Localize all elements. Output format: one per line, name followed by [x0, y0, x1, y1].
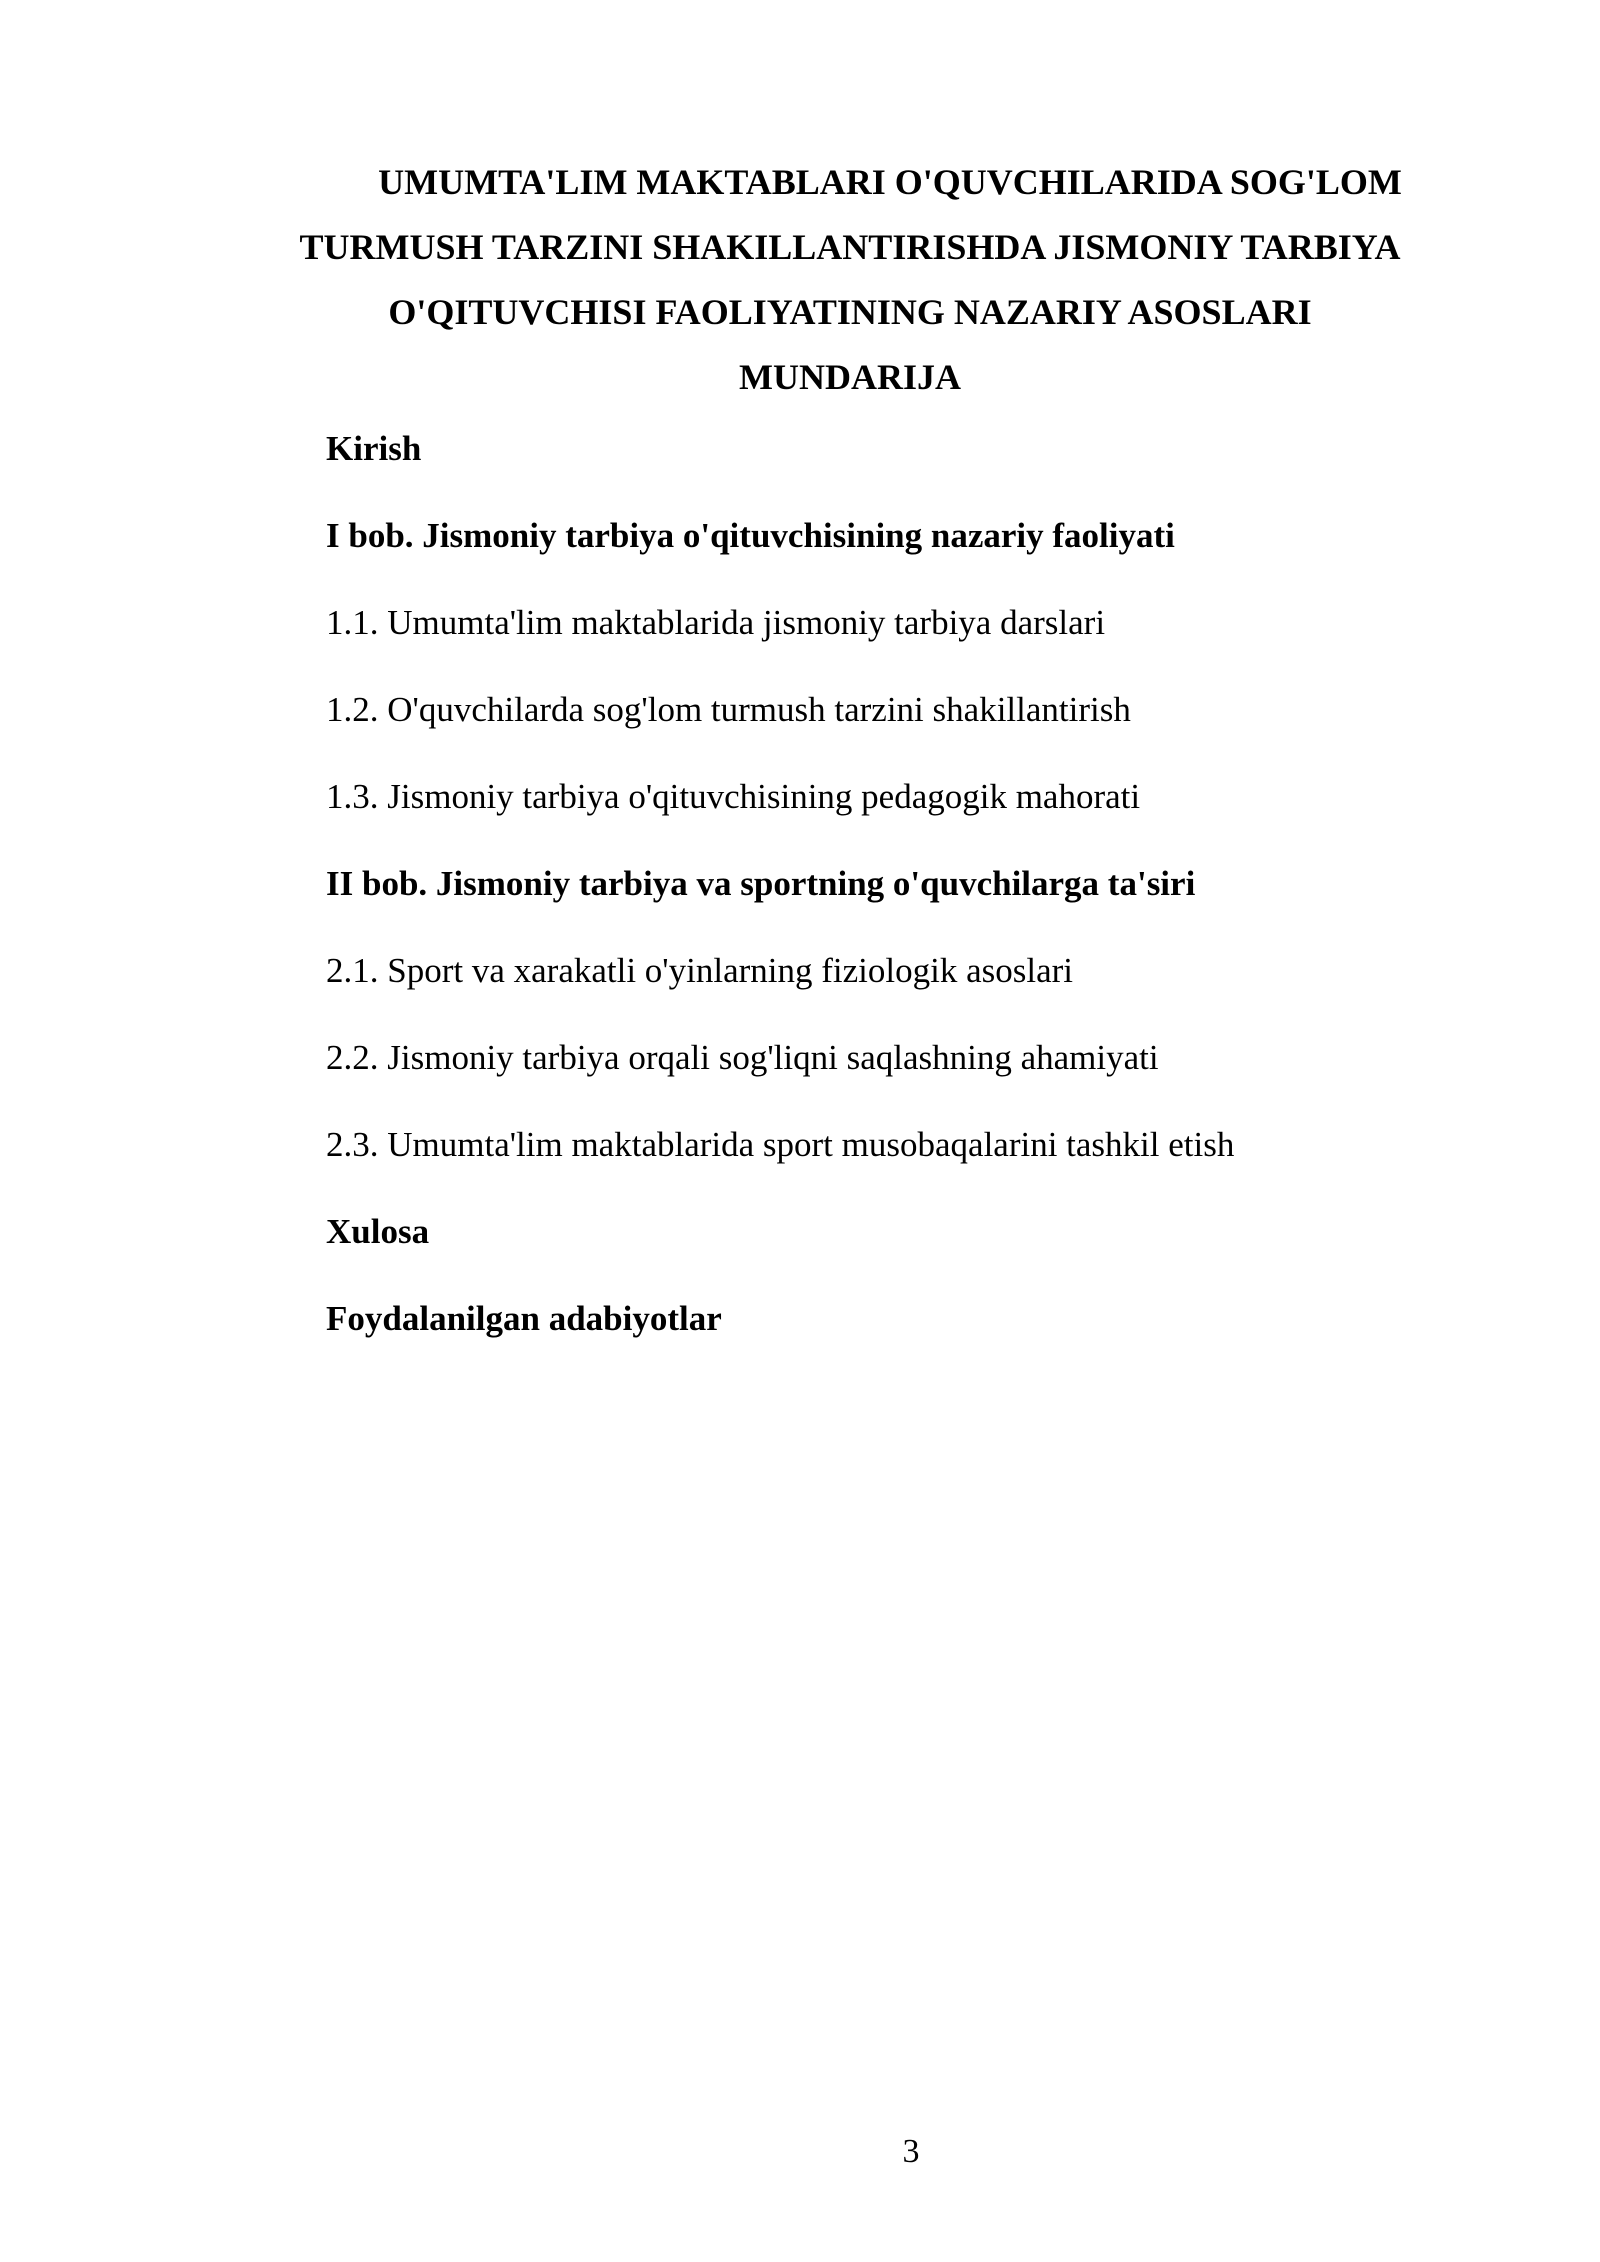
title-line-1: UMUMTA'LIM MAKTABLARI O'QUVCHILARIDA SOG'LOM — [378, 162, 1402, 202]
table-of-contents — [326, 405, 1526, 1362]
toc-item: 1.3. Jismoniy tarbiya o'qituvchisining pedagogik mahorati — [326, 777, 1141, 816]
toc-item: 2.1. Sport va xarakatli o'yinlarning fiziologik asoslari — [326, 951, 1073, 990]
document-title — [260, 150, 1440, 410]
toc-item: Kirish — [326, 429, 422, 468]
toc-item: Foydalanilgan adabiyotlar — [326, 1299, 722, 1338]
page-number: 3 — [902, 2133, 920, 2170]
toc-item: 2.3. Umumta'lim maktablarida sport musobaqalarini tashkil etish — [326, 1125, 1235, 1164]
contents-heading: MUNDARIJA — [739, 357, 961, 397]
toc-item: Xulosa — [326, 1212, 430, 1251]
toc-item: 2.2. Jismoniy tarbiya orqali sog'liqni saqlashning ahamiyati — [326, 1038, 1159, 1077]
title-line-2: TURMUSH TARZINI SHAKILLANTIRISHDA JISMONIY TARBIYA — [299, 227, 1401, 267]
toc-item: 1.2. O'quvchilarda sog'lom turmush tarzini shakillantirish — [326, 690, 1131, 729]
toc-item: 1.1. Umumta'lim maktablarida jismoniy tarbiya darslari — [326, 603, 1106, 642]
toc-item: II bob. Jismoniy tarbiya va sportning o'quvchilarga ta'siri — [326, 864, 1196, 903]
toc-item: I bob. Jismoniy tarbiya o'qituvchisining nazariy faoliyati — [326, 516, 1175, 555]
title-line-3: O'QITUVCHISI FAOLIYATINING NAZARIY ASOSLARI — [388, 292, 1312, 332]
